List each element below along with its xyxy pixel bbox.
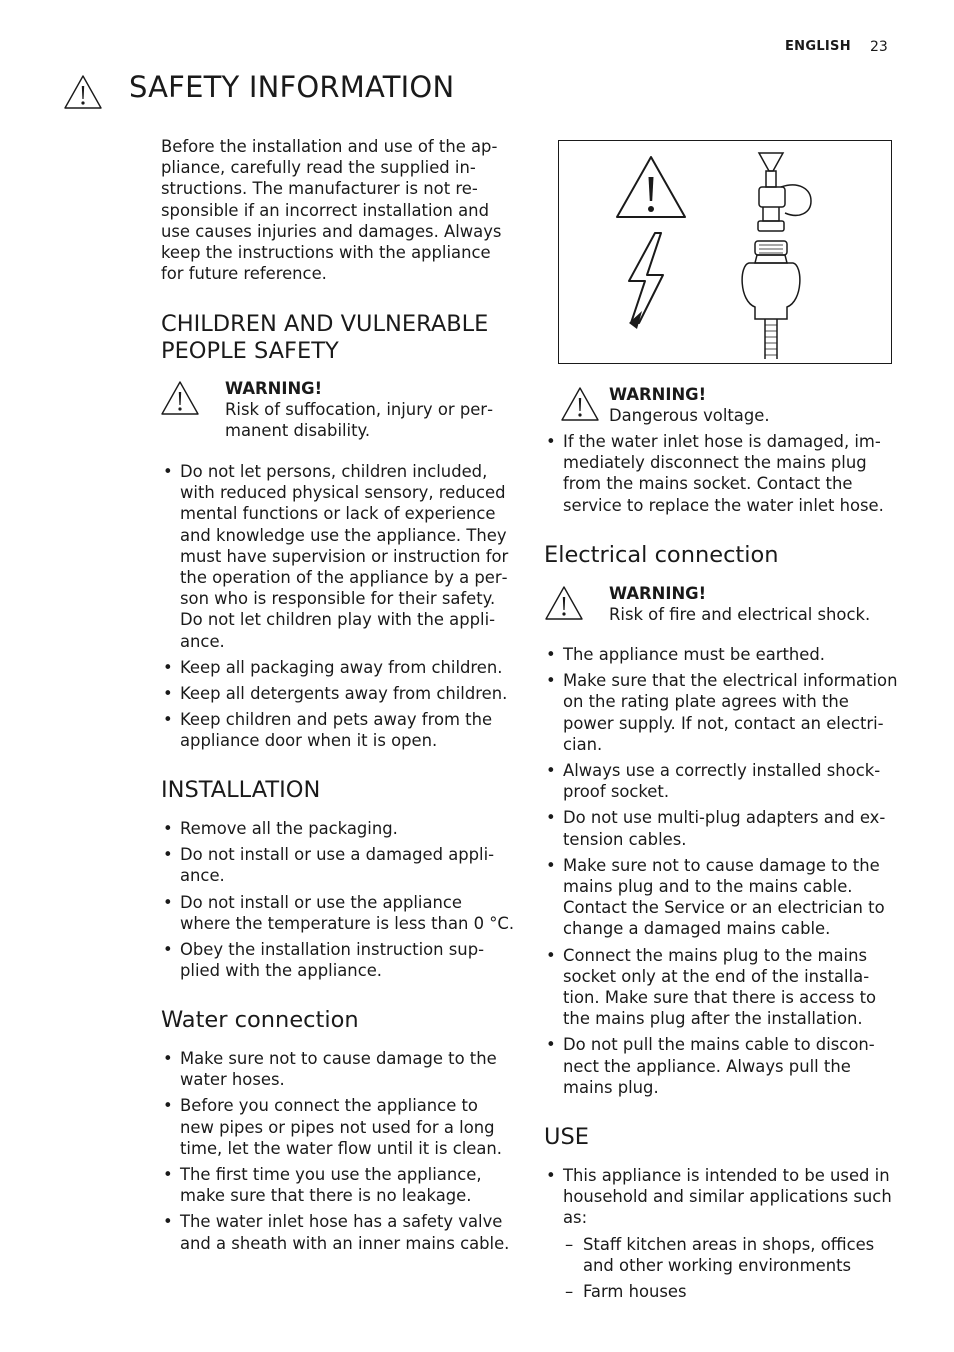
list-item: • Before you connect the appliance to new pipes or pipes not used for a long time, let the water flow until it is clean.: [161, 1095, 517, 1159]
list-item: • Keep children and pets away from the appliance door when it is open.: [161, 709, 517, 751]
warning-title: WARNING!: [225, 379, 323, 398]
list-item: • Make sure not to cause damage to the mains plug and to the mains cable. Contact the Service or an electrician to change a damaged mains cable.: [544, 855, 898, 940]
warning-triangle-icon: [63, 74, 103, 110]
list-item: • Keep all packaging away from children.: [161, 657, 517, 678]
list-item: • This appliance is intended to be used in household and similar applications such as:: [544, 1165, 900, 1229]
list-item: • Do not let persons, children included, with reduced physical sensory, reduced mental functions or lack of experience and knowledge use the appliance. They must have supervision or instruction for the operation of the appliance by a person who is responsible for their safety. Do not let children play with the appliance.: [161, 461, 517, 652]
warning-text: Dangerous voltage.: [609, 406, 770, 425]
list-item: • Connect the mains plug to the mains socket only at the end of the installation. Make sure that there is access to the mains plug after the installation.: [544, 945, 898, 1030]
installation-list: [161, 818, 517, 986]
warning-triangle-icon: [617, 157, 685, 217]
header-language: ENGLISH: [785, 39, 851, 54]
voltage-list: [544, 431, 896, 521]
list-item: • Keep all detergents away from children.: [161, 683, 517, 704]
hose-safety-diagram: [559, 141, 891, 363]
use-list: [544, 1165, 900, 1234]
list-item: • Always use a correctly installed shockproof socket.: [544, 760, 898, 802]
voltage-warning: [560, 386, 900, 430]
list-item: • The water inlet hose has a safety valve and a sheath with an inner mains cable.: [161, 1211, 517, 1253]
list-item: • Remove all the packaging.: [161, 818, 517, 839]
warning-triangle-icon: [160, 380, 200, 416]
warning-triangle-icon: [560, 386, 600, 422]
safety-valve-icon: [742, 241, 800, 359]
electrical-connection-list: [544, 644, 898, 1103]
water-connection-list: [161, 1048, 517, 1259]
use-heading: USE: [544, 1124, 589, 1150]
list-item: • Make sure that the electrical information on the rating plate agrees with the power supply. If not, contact an electrician.: [544, 670, 898, 755]
electrical-connection-heading: Electrical connection: [544, 542, 779, 568]
warning-text: Risk of suffocation, injury or permanent disability.: [225, 400, 493, 441]
children-heading-line2: PEOPLE SAFETY: [161, 338, 339, 364]
installation-heading: INSTALLATION: [161, 777, 321, 803]
list-item: • The appliance must be earthed.: [544, 644, 898, 665]
page-number: 23: [870, 39, 888, 55]
list-subitem: – Staff kitchen areas in shops, offices and other working environments: [563, 1234, 893, 1276]
children-list: [161, 461, 517, 757]
intro-paragraph: Before the installation and use of the appliance, carefully read the supplied instructions. The manufacturer is not responsible if an incorrect installation and use causes injuries and damages. Always keep the instructions with the appliance for future reference.: [161, 137, 502, 284]
children-warning: [160, 380, 520, 442]
use-sublist: [563, 1234, 893, 1308]
children-heading-line1: CHILDREN AND VULNERABLE: [161, 311, 489, 337]
list-item: • Do not use multi-plug adapters and extension cables.: [544, 807, 898, 849]
warning-triangle-icon: [544, 585, 584, 621]
water-connection-heading: Water connection: [161, 1007, 359, 1033]
warning-title: WARNING!: [609, 385, 707, 404]
water-tap-icon: [758, 153, 811, 231]
electrical-warning: [544, 585, 894, 629]
warning-title: WARNING!: [609, 584, 707, 603]
list-item: • Do not install or use a damaged appliance.: [161, 844, 517, 886]
page-title: SAFETY INFORMATION: [129, 70, 455, 104]
warning-text: Risk of fire and electrical shock.: [609, 605, 871, 624]
list-item: • Do not pull the mains cable to disconnect the appliance. Always pull the mains plug.: [544, 1034, 898, 1098]
list-item: • Do not install or use the appliance where the temperature is less than 0 °C.: [161, 892, 517, 934]
children-heading: [161, 311, 521, 365]
list-item: • The first time you use the appliance, make sure that there is no leakage.: [161, 1164, 517, 1206]
list-item: • If the water inlet hose is damaged, immediately disconnect the mains plug from the mains socket. Contact the service to replace the water inlet hose.: [544, 431, 896, 516]
list-subitem: – Farm houses: [563, 1281, 893, 1302]
list-item: • Make sure not to cause damage to the water hoses.: [161, 1048, 517, 1090]
list-item: • Obey the installation instruction supplied with the appliance.: [161, 939, 517, 981]
water-hose-illustration: [558, 140, 892, 364]
lightning-bolt-icon: [629, 233, 663, 329]
